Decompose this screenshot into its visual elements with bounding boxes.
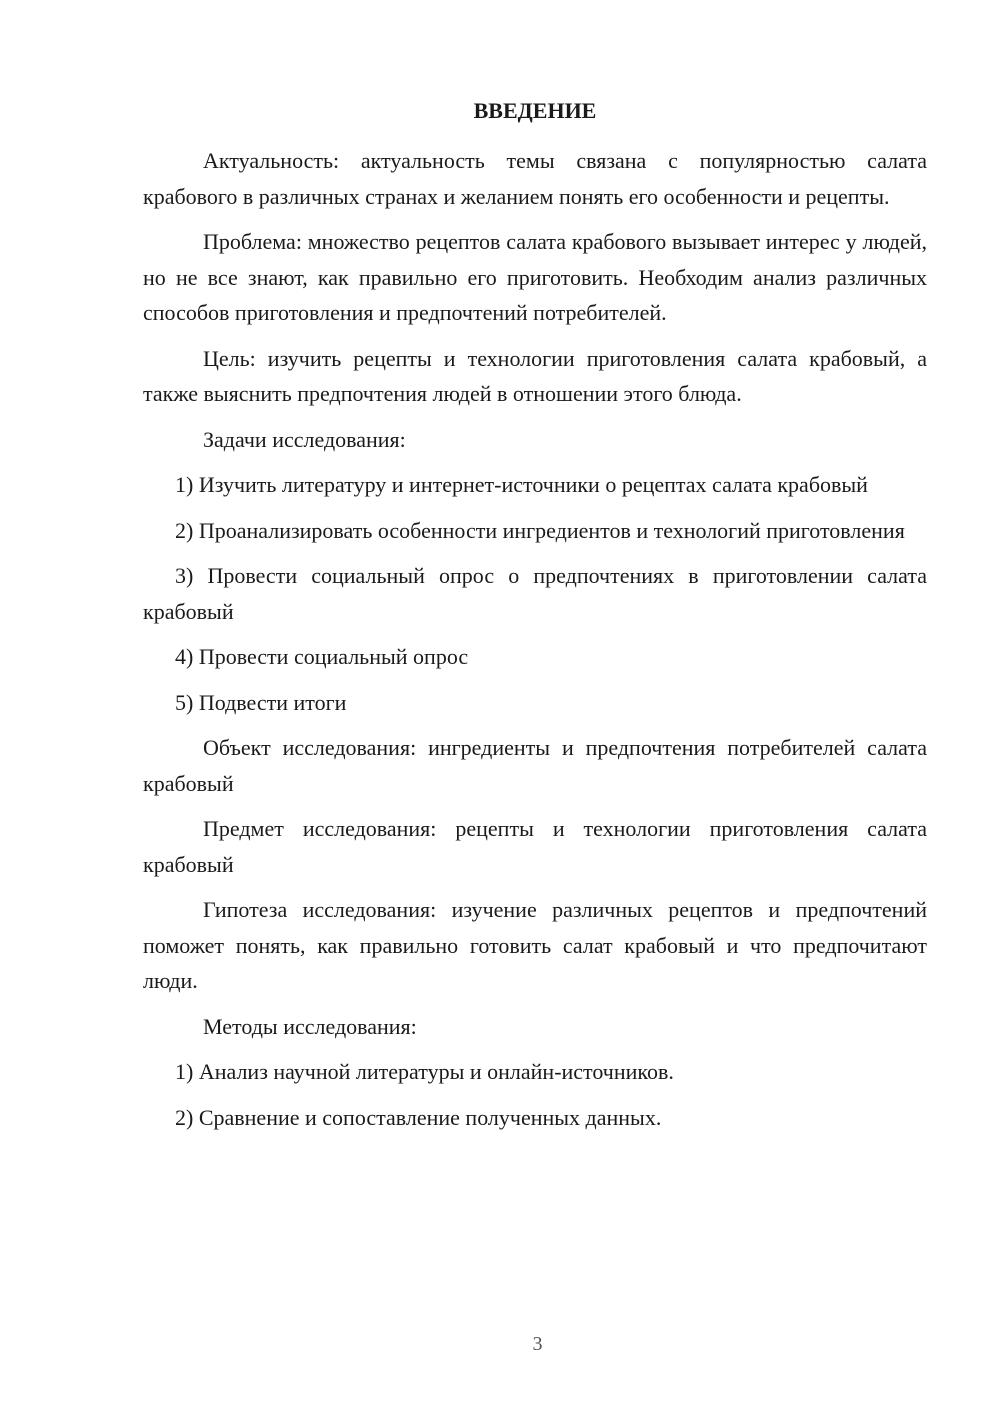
methods-heading: Методы исследования: [203, 1013, 417, 1039]
page-number: 3 [532, 1333, 543, 1355]
task-item: 3) Провести социальный опрос о предпочтениях в приготовлении салата крабовый [143, 563, 927, 624]
method-item: 1) Анализ научной литературы и онлайн-источников. [175, 1059, 674, 1084]
document-body [143, 97, 927, 1145]
tasks-heading: Задачи исследования: [203, 426, 406, 452]
page-title: ВВЕДЕНИЕ [473, 98, 597, 123]
task-item: 4) Провести социальный опрос [175, 644, 469, 669]
task-item: 5) Подвести итоги [175, 689, 347, 715]
task-item: 1) Изучить литературу и интернет-источники о рецептах салата крабовый [175, 472, 868, 497]
goal-paragraph: Цель: изучить рецепты и технологии приготовления салата крабовый, а также выяснить предпочтения людей в отношении этого блюда. [143, 345, 927, 406]
method-item: 2) Сравнение и сопоставление полученных данных. [175, 1104, 662, 1130]
relevance-paragraph: Актуальность: актуальность темы связана с популярностью салата крабового в различных странах и желанием понять его особенности и рецепты. [143, 148, 927, 209]
hypothesis-paragraph: Гипотеза исследования: изучение различных рецептов и предпочтений поможет понять, как правильно готовить салат крабовый и что предпочитают люди. [143, 897, 927, 993]
task-item: 2) Проанализировать особенности ингредиентов и технологий приготовления [175, 517, 905, 543]
problem-paragraph: Проблема: множество рецептов салата крабового вызывает интерес у людей, но не все знают, как правильно его приготовить. Необходим анализ различных способов приготовления и предпочтений потребителей. [143, 229, 927, 325]
object-paragraph: Объект исследования: ингредиенты и предпочтения потребителей салата крабовый [143, 735, 927, 796]
subject-paragraph: Предмет исследования: рецепты и технологии приготовления салата крабовый [143, 816, 927, 877]
